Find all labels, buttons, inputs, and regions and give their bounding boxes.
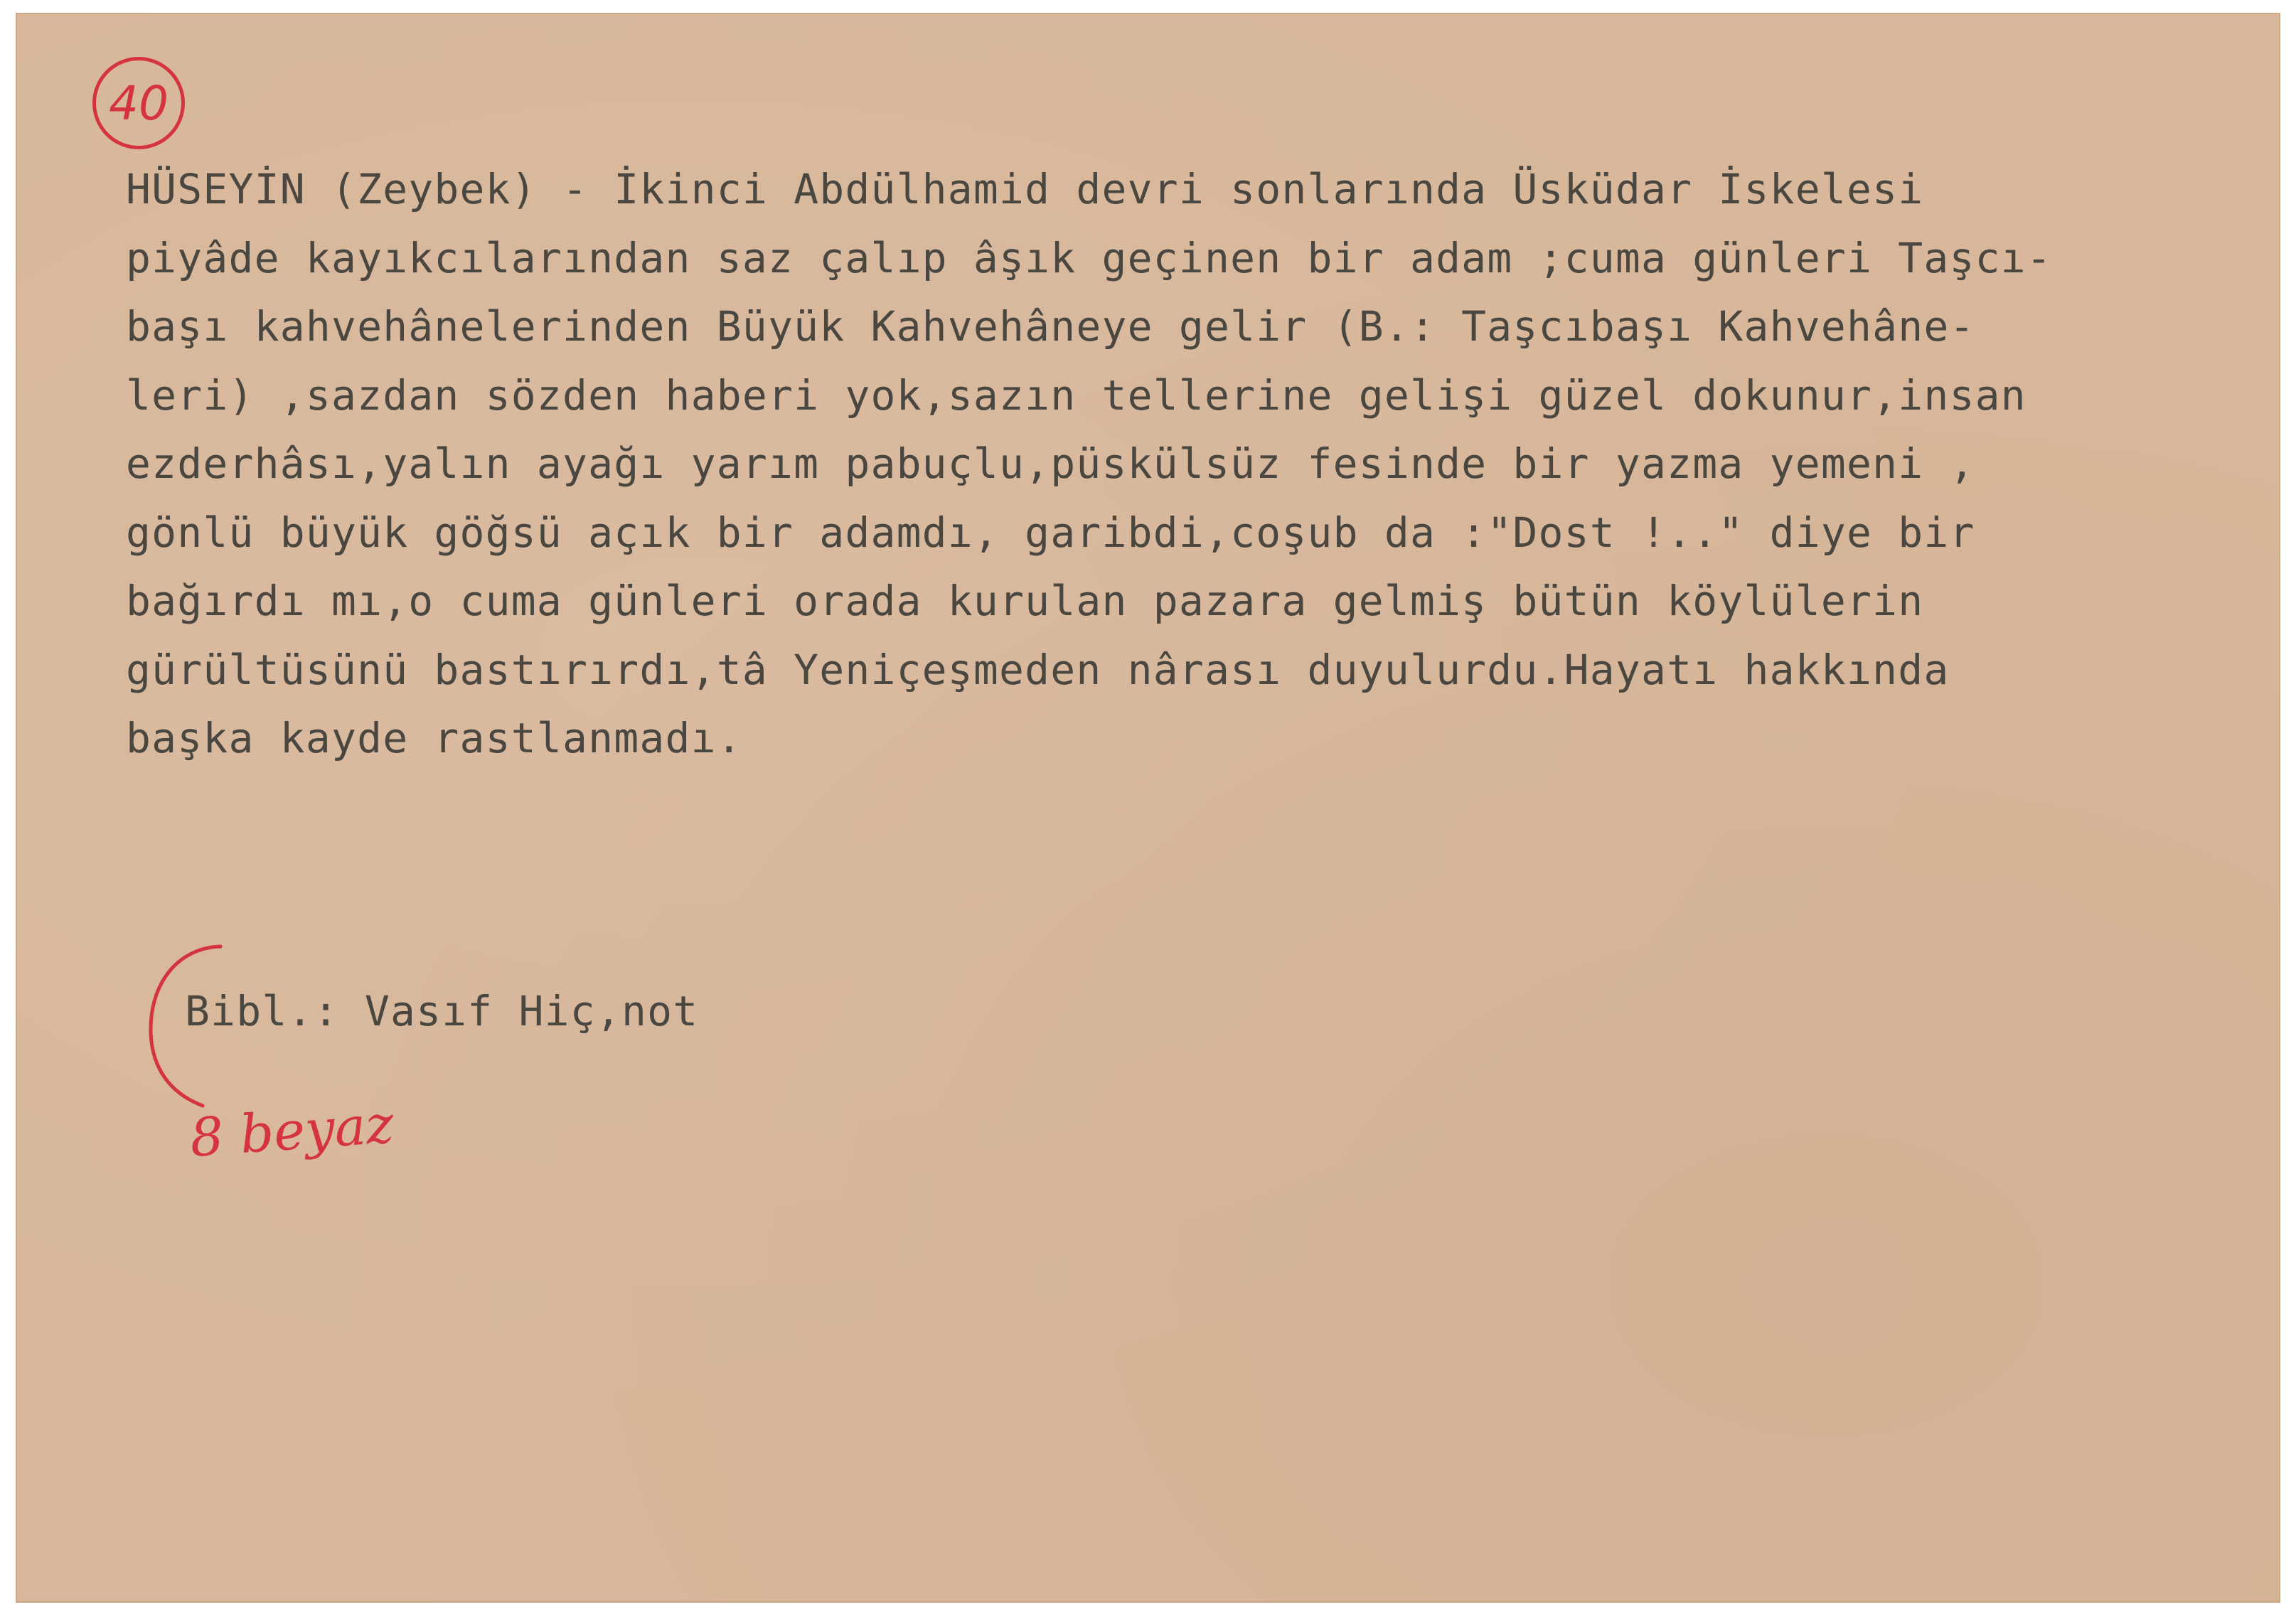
entry-line: gürültüsünü bastırırdı,tâ Yeniçeşmeden nârası duyulurdu.Hayatı hakkında [126, 645, 1950, 694]
entry-line: leri) ,sazdan sözden haberi yok,sazın tellerine gelişi güzel dokunur,insan [126, 370, 2027, 420]
entry-line: başka kayde rastlanmadı. [126, 714, 742, 762]
page-number-circle [92, 57, 185, 149]
entry-line: piyâde kayıkcılarından saz çalıp âşık geçinen bir adam ;cuma günleri Taşcı- [126, 233, 2052, 282]
handwritten-note: 8 beyaz [188, 1094, 396, 1169]
entry-line: HÜSEYİN (Zeybek) - İkinci Abdülhamid devri sonlarında Üsküdar İskelesi [126, 165, 1924, 213]
entry-body [126, 155, 2252, 773]
entry-line: başı kahvehânelerinden Büyük Kahvehâneye gelir (B.: Taşcıbaşı Kahvehâne- [126, 302, 1975, 351]
entry-line: bağırdı mı,o cuma günleri orada kurulan pazara gelmiş bütün köylülerin [126, 577, 1924, 625]
bibliography: Bibl.: Vasıf Hiç,not [185, 987, 699, 1035]
entry-line: ezderhâsı,yalın ayağı yarım pabuçlu,püskülsüz fesinde bir yazma yemeni , [126, 439, 1975, 488]
page-number: 40 [109, 75, 169, 131]
index-card [16, 13, 2280, 1603]
entry-line: gönlü büyük göğsü açık bir adamdı, garibdi,coşub da :"Dost !.." diye bir [126, 508, 1975, 557]
